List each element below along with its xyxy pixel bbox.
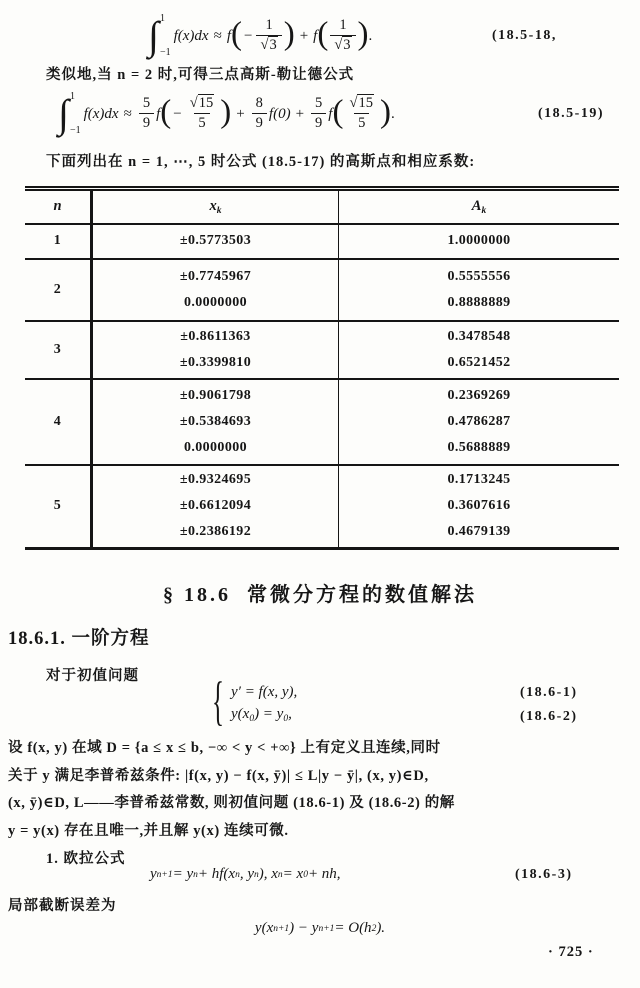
fraction: $\frac{√15}{5}$	[189, 94, 214, 131]
plus-sign: +	[299, 27, 309, 44]
equation-number: (18.6-2)	[520, 709, 578, 724]
section-title: 常微分方程的数值解法	[247, 584, 477, 606]
fraction: $\frac{8}{9}$	[252, 95, 267, 131]
equation-18-5-18-math: ∫ 1 −1 f(x)dx ≈ f ( − $\frac{1}{√3}$ ) + f ( $\frac{1}{√3}$ ) .	[148, 13, 373, 58]
integrand: f(x)dx	[173, 27, 209, 44]
subsection-heading: 18.6.1. 一阶方程	[8, 629, 150, 649]
minus-sign: −	[173, 105, 182, 122]
left-brace: {	[212, 673, 224, 732]
approx-sign: ≈	[123, 105, 132, 122]
table-row-n3: 3 ±0.8611363 ±0.3399810 0.3478548 0.6521452	[25, 321, 619, 379]
fraction: $\frac{1}{√3}$	[256, 17, 281, 53]
table-row-n4: 4 ±0.9061798 ±0.5384693 0.0000000 0.2369269 0.4786287 0.5688889	[25, 379, 619, 465]
paragraph-table-intro: 下面列出在 n = 1, ⋯, 5 时公式 (18.5-17) 的高斯点和相应系数:	[46, 154, 476, 170]
right-paren: )	[379, 93, 391, 130]
paragraph-ivp-intro: 对于初值问题	[46, 668, 139, 684]
right-paren: )	[220, 93, 232, 130]
right-paren: )	[283, 15, 295, 52]
left-paren: (	[231, 15, 242, 52]
item-euler-formula: 1. 欧拉公式	[46, 851, 126, 867]
radical-sign: √	[334, 36, 343, 53]
header-xk: $x_k$	[92, 189, 339, 224]
table-header-row	[25, 189, 619, 224]
table-row-n1: 1 ±0.5773503 1.0000000	[25, 224, 619, 259]
table-row-n5: 5 ±0.9324695 ±0.6612094 ±0.2386192 0.1713245 0.3607616 0.4679139	[25, 465, 619, 549]
left-paren: (	[160, 93, 172, 130]
equation-number: (18.6-3)	[515, 866, 573, 882]
ode-equation: y′ = f(x, y),	[231, 684, 298, 700]
right-paren: )	[357, 15, 369, 52]
lipschitz-line-2: 关于 y 满足李普希兹条件: |f(x, y) − f(x, ȳ)| ≤ L|y − ȳ|, (x, y)∈D,	[8, 767, 429, 784]
equation-number: (18.5-18,	[492, 28, 557, 43]
integral-limits: 1 −1	[159, 13, 171, 58]
integrand: f(x)dx	[83, 105, 119, 122]
section-heading	[0, 578, 640, 607]
equation-number: (18.5-19)	[538, 106, 604, 121]
equation-18-5-18	[0, 14, 640, 58]
header-ak: $A_k$	[471, 197, 487, 216]
header-n: n	[25, 189, 92, 224]
equation-number: (18.6-1)	[520, 685, 578, 700]
paragraph-similar: 类似地,当 n = 2 时,可得三点高斯-勒让德公式	[46, 67, 355, 83]
fraction: $\frac{1}{√3}$	[330, 17, 355, 53]
page-number: · 725 ·	[548, 944, 594, 960]
equation-18-5-19-math: ∫ 1 −1 f(x)dx ≈ $\frac{5}{9}$ f ( − $\frac{√15}{5}$ ) + $\frac{8}{9}$ f(0) + $\frac{5}{9}$ f ( $\frac{√15}{5}$ ) .	[58, 91, 395, 136]
lipschitz-line-1: 设 f(x, y) 在域 D = {a ≤ x ≤ b, −∞ < y < +∞} 上有定义且连续,同时	[8, 740, 441, 756]
paragraph-truncation-intro: 局部截断误差为	[8, 898, 117, 914]
minus-sign: −	[244, 27, 253, 44]
integral-sign: ∫ 1 −1	[58, 91, 81, 136]
integral-limits: 1 −1	[69, 91, 81, 136]
integral-sign: ∫ 1 −1	[148, 13, 171, 58]
plus-sign: +	[236, 105, 245, 122]
lipschitz-line-4: y = y(x) 存在且唯一,并且解 y(x) 连续可微.	[8, 822, 289, 839]
equation-18-6-3: y n+1 = y n + hf(x n , y n ), x n = x 0 + nh, (18.6-3)	[150, 866, 573, 882]
section-number: § 18.6	[163, 584, 231, 606]
plus-sign: +	[295, 105, 305, 122]
left-paren: (	[332, 93, 344, 130]
paragraph-lipschitz	[8, 735, 636, 845]
initial-condition: $y(x_0) = y_0$,	[231, 706, 292, 724]
table-row-n2: 2 ±0.7745967 0.0000000 0.5555556 0.8888889	[25, 259, 619, 321]
radical-sign: √	[189, 94, 198, 111]
approx-sign: ≈	[213, 27, 222, 44]
radical-sign: √	[260, 36, 269, 53]
left-paren: (	[317, 15, 329, 52]
fraction: $\frac{5}{9}$	[311, 95, 326, 131]
equation-18-5-19	[0, 92, 640, 136]
fraction: $\frac{√15}{5}$	[349, 94, 373, 131]
lipschitz-line-3: (x, ȳ)∈D, L——李普希兹常数, 则初值问题 (18.6-1) 及 (18.6-2) 的解	[8, 795, 455, 811]
truncation-error-equation: y(x n+1 ) − y n+1 = O(h 2 ).	[254, 920, 386, 936]
gauss-table	[25, 186, 619, 550]
radical-sign: √	[349, 94, 358, 111]
fraction: $\frac{5}{9}$	[139, 95, 154, 131]
